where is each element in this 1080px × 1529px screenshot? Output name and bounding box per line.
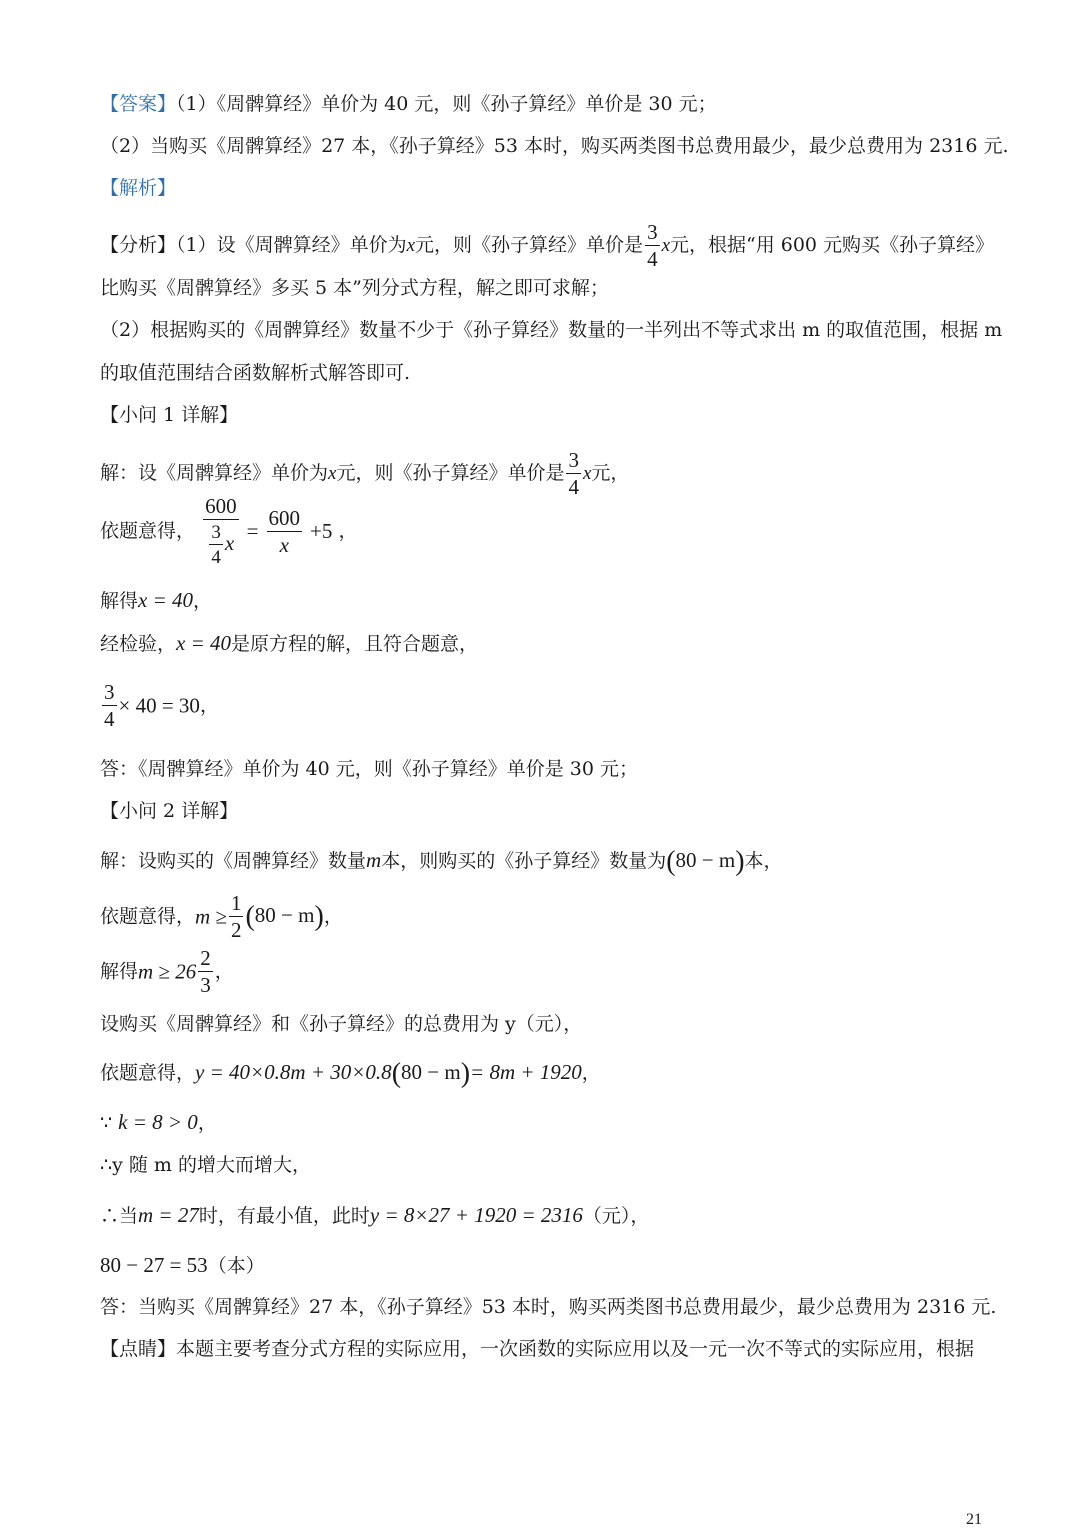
- q2-expr: 80 − m: [254, 903, 315, 927]
- var-x: x: [661, 235, 670, 256]
- min-a: ∴当: [100, 1205, 139, 1227]
- eq-right-fraction: $\frac{600}{x}$: [268, 505, 300, 557]
- check-label: 经检验，: [100, 633, 177, 655]
- fenxi-text-c: 元，根据“用 600 元购买《孙子算经》: [670, 234, 995, 256]
- plus-five: +5: [310, 519, 333, 543]
- comma: ，: [193, 590, 213, 612]
- books-expr: 80 − 27 = 53: [100, 1253, 208, 1277]
- q2-text-b: 本，则购买的《孙子算经》数量为: [381, 850, 667, 872]
- var-x: x: [328, 463, 337, 484]
- fraction-3-4: $\frac{3}{4}$: [647, 220, 658, 271]
- fenxi-line-1: [100, 222, 994, 270]
- fraction-2-3: $\frac{2}{3}$: [200, 946, 211, 997]
- q2-solve: [100, 948, 234, 996]
- comma: ，: [338, 520, 358, 542]
- equals-sign: =: [246, 519, 259, 543]
- q2-inequality: 依题意得，m ≥ $\frac{1}{2}$ (80 − m)，: [100, 891, 343, 942]
- comma: ，: [199, 694, 219, 717]
- q1-solve: [100, 590, 212, 611]
- q2-minimum: [100, 1205, 649, 1226]
- q1-title: 【小问 1 详解】: [100, 404, 239, 426]
- min-y: y = 8×27 + 1920 = 2316: [369, 1203, 583, 1227]
- answer-line-1: [100, 95, 717, 114]
- comma: ，: [581, 1062, 601, 1084]
- min-unit: （元），: [582, 1205, 650, 1227]
- fenxi-line-3: （2）根据购买的《周髀算经》数量不少于《孙子算经》数量的一半列出不等式求出 m 的取值范围，根据 m: [100, 319, 1003, 341]
- q1-check: [100, 633, 478, 654]
- fenxi-tag: 【分析】: [100, 234, 177, 256]
- analysis-tag: 【解析】: [100, 177, 177, 199]
- k-expr: k = 8 > 0: [118, 1110, 198, 1134]
- answer-line-2: （2）当购买《周髀算经》27 本，《孙子算经》53 本时，购买两类图书总费用最少，最少总费用为 2316 元.: [100, 135, 1009, 157]
- q2-answer: 答：当购买《周髀算经》27 本，《孙子算经》53 本时，购买两类图书总费用最少，最少总费用为 2316 元.: [100, 1296, 997, 1318]
- page-number: 21: [966, 1511, 982, 1528]
- q1-calc: [100, 682, 219, 730]
- fraction-3-4: $\frac{3}{4}$: [568, 448, 579, 499]
- q1-answer: 答：《周髀算经》单价为 40 元，则《孙子算经》单价是 30 元；: [100, 758, 639, 780]
- q2-function: 依题意得，y = 40×0.8m + 30×0.8(80 − m)= 8m + 1920，: [100, 1058, 601, 1089]
- solve-label: 解得: [100, 960, 139, 983]
- answer-tag: 【答案】: [100, 93, 177, 115]
- comma: ，: [323, 905, 343, 928]
- q2-expr: 80 − m: [675, 848, 736, 872]
- q1-line-1: [100, 450, 629, 498]
- comment-line: [100, 1340, 974, 1359]
- min-b: 时，有最小值，此时: [198, 1205, 370, 1227]
- check-eq: x = 40: [176, 631, 232, 655]
- because-symbol: ∵: [100, 1112, 113, 1134]
- q2-set-y: 设购买《周髀算经》和《孙子算经》的总费用为 y（元），: [100, 1013, 583, 1035]
- comma: ，: [197, 1112, 217, 1134]
- q2-because: [100, 1112, 217, 1133]
- q1-text-c: 元，: [591, 462, 630, 484]
- var-m: m: [366, 848, 382, 872]
- books-unit: （本）: [207, 1255, 265, 1277]
- comment-tag: 【点睛】: [100, 1338, 177, 1360]
- var-x: x: [406, 235, 416, 256]
- calc-expr: × 40 = 30: [118, 693, 200, 718]
- q2-text-a: 解：设购买的《周髀算经》数量: [100, 850, 367, 872]
- fenxi-line-2: 比购买《周髀算经》多买 5 本”列分式方程，解之即可求解；: [100, 277, 609, 299]
- func-tail: = 8m + 1920: [470, 1060, 582, 1084]
- fraction-1-2: $\frac{1}{2}$: [230, 891, 242, 942]
- q2-line-1: 解：设购买的《周髀算经》数量m本，则购买的《孙子算经》数量为(80 − m)本，: [100, 846, 783, 877]
- solve-label: 解得: [100, 590, 139, 612]
- solve-eq: x = 40: [138, 588, 194, 612]
- min-m: m = 27: [138, 1203, 199, 1227]
- eq-label: 依题意得，: [100, 1062, 196, 1084]
- ineq-lhs: m ≥: [195, 904, 227, 929]
- solve-lhs: m ≥ 26: [138, 959, 197, 984]
- comment-text: 本题主要考查分式方程的实际应用，一次函数的实际应用以及一元一次不等式的实际应用，根据: [176, 1338, 975, 1360]
- q2-books: [100, 1255, 265, 1276]
- var-x: x: [582, 463, 592, 484]
- eq-left-fraction: 600 $\frac{3}{4}$ x: [205, 494, 237, 568]
- q1-text-a: 解：设《周髀算经》单价为: [100, 462, 329, 484]
- comma: ，: [214, 960, 234, 983]
- q2-increase: ∴y 随 m 的增大而增大，: [100, 1154, 311, 1176]
- q2-expr: 80 − m: [401, 1060, 461, 1084]
- q1-text-b: 元，则《孙子算经》单价是: [336, 462, 565, 484]
- q2-text-c: 本，: [744, 850, 783, 872]
- fenxi-line-4: 的取值范围结合函数解析式解答即可.: [100, 362, 411, 384]
- eq-label: 依题意得，: [100, 520, 196, 542]
- q1-equation: [100, 496, 357, 567]
- fraction-3-4: $\frac{3}{4}$: [104, 680, 115, 731]
- q2-title: 【小问 2 详解】: [100, 800, 239, 822]
- answer-text-1: （1）《周髀算经》单价为 40 元，则《孙子算经》单价是 30 元；: [176, 93, 717, 115]
- check-text: 是原方程的解，且符合题意，: [231, 633, 479, 655]
- eq-label: 依题意得，: [100, 905, 196, 928]
- fenxi-text-a: （1）设《周髀算经》单价为: [176, 234, 407, 256]
- func-expr: y = 40×0.8m + 30×0.8: [195, 1060, 392, 1084]
- fenxi-text-b: 元，则《孙子算经》单价是: [415, 234, 644, 256]
